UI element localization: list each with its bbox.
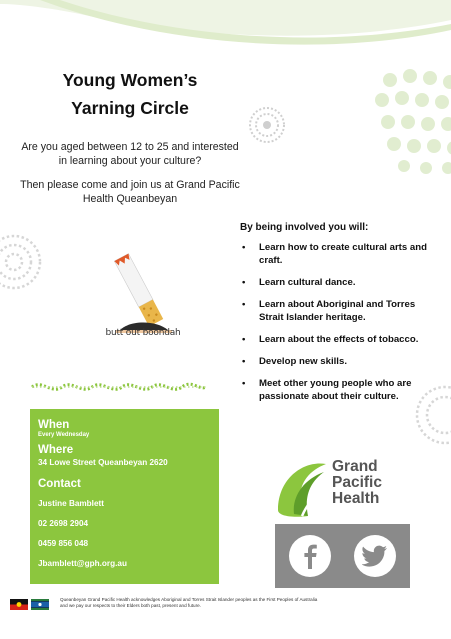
flyer-title (20, 66, 240, 122)
footer (10, 597, 450, 617)
benefits-list (240, 241, 430, 403)
dot-circle-decoration (246, 104, 288, 146)
list-item: • Learn about the effects of tobacco. (240, 333, 430, 346)
gph-line-3: Health (332, 490, 380, 507)
contact-name: Justine Bamblett (38, 499, 104, 508)
list-item: • Learn cultural dance. (240, 276, 430, 289)
contact-phone-1: 02 2698 2904 (38, 519, 89, 528)
acknowledgement-line-2: and we pay our respects to their Elders both past, present and future. (60, 603, 201, 608)
list-item: • Develop new skills. (240, 355, 430, 368)
where-value: 34 Lowe Street Queanbeyan 2620 (38, 458, 168, 467)
acknowledgement-text (60, 597, 445, 609)
list-item: • Meet other young people who are passionate about their culture. (240, 377, 430, 403)
title-line-1: Young Women’s (62, 70, 198, 90)
facebook-icon (300, 543, 320, 569)
intro-text (20, 140, 240, 216)
contact-label: Contact (38, 478, 81, 490)
intro-invite: Then please come and join us at Grand Pacific Health Queanbeyan (20, 179, 240, 205)
gph-line-1: Grand (332, 458, 378, 475)
list-item: • Learn how to create cultural arts and craft. (240, 241, 430, 267)
contact-email[interactable]: Jbamblett@gph.org.au (38, 559, 127, 568)
when-value: Every Wednesday (38, 432, 90, 438)
torres-strait-flag-icon (31, 599, 49, 610)
twitter-icon (362, 545, 388, 567)
gph-logo-text (332, 459, 382, 507)
header-swoosh (0, 0, 451, 70)
social-links (275, 524, 410, 588)
dot-line-decoration (30, 377, 208, 397)
benefits-section (240, 222, 430, 412)
logo-label: butt out boondah (105, 328, 181, 338)
gph-line-2: Pacific (332, 474, 382, 491)
facebook-button[interactable] (289, 535, 331, 577)
contact-box (30, 409, 219, 584)
dot-pattern-decoration (370, 66, 451, 176)
contact-phone-2: 0459 856 048 (38, 539, 89, 548)
benefits-heading: By being involved you will: (240, 222, 369, 233)
title-line-2: Yarning Circle (71, 98, 189, 118)
aboriginal-flag-icon (10, 599, 28, 610)
dot-circle-decoration-left (0, 232, 48, 292)
list-item: • Learn about Aboriginal and Torres Strait Islander heritage. (240, 298, 430, 324)
when-label: When (38, 419, 70, 431)
acknowledgement-line-1: Queanbeyan Grand Pacific Health acknowledges Aboriginal and Torres Strait Islander peoples as the First Peoples of Australia (60, 597, 318, 602)
where-label: Where (38, 444, 74, 456)
twitter-button[interactable] (354, 535, 396, 577)
intro-question: Are you aged between 12 to 25 and interested in learning about your culture? (21, 141, 239, 167)
